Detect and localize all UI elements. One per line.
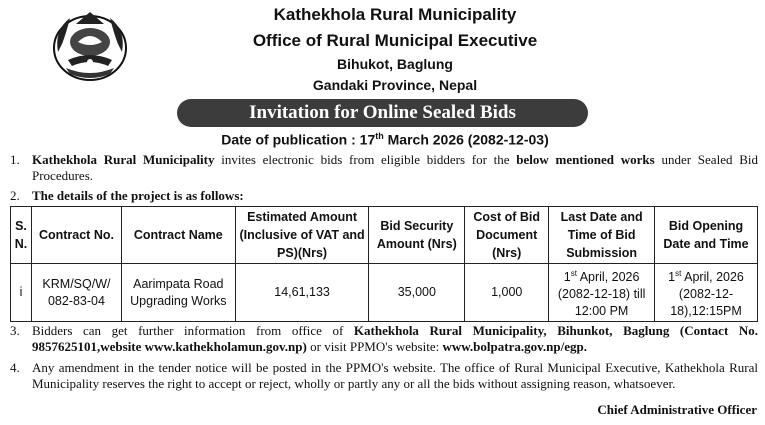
publication-date: Date of publication : 17th March 2026 (2082-12-03) <box>221 131 549 148</box>
nepal-emblem-icon <box>48 8 132 86</box>
paragraph-3: 3. Bidders can get further information from office of Kathekhola Rural Municipality, Bihunkot, Baglung (Contact No. 9857625101,website www.kathekholamun.gov.np) or visit PPMO's website: www.bolpatra.gov.np/egp. <box>10 323 758 354</box>
table-header-row <box>11 207 758 264</box>
header-opening-date: Bid Opening Date and Time <box>655 207 758 264</box>
table-row <box>11 264 758 322</box>
office-name: Office of Rural Municipal Executive <box>252 31 538 50</box>
cell-submission: 1st April, 2026 (2082-12-18) till 12:00 PM <box>549 264 655 322</box>
header-bid-security: Bid Security Amount (Nrs) <box>369 207 465 264</box>
cell-contract-no: KRM/SQ/W/ 082-83-04 <box>31 264 121 322</box>
header-contract-no: Contract No. <box>31 207 121 264</box>
header-sn: S. N. <box>11 207 32 264</box>
address-line-2: Gandaki Province, Nepal <box>312 77 478 93</box>
cell-contract-name: Aarimpata Road Upgrading Works <box>121 264 235 322</box>
paragraph-1: 1. Kathekhola Rural Municipality invites electronic bids from eligible bidders for the below mentioned works under Sealed Bid Procedures. <box>10 152 758 183</box>
address-line-1: Bihukot, Baglung <box>337 56 453 72</box>
paragraph-4: 4. Any amendment in the tender notice will be posted in the PPMO's website. The office of Rural Municipal Executive, Kathekhola Rural Municipality reserves the right to accept or reject, wholly or partly any or all the bids without assigning reason, whatsoever. <box>10 360 758 391</box>
header-contract-name: Contract Name <box>121 207 235 264</box>
cell-doc-cost: 1,000 <box>465 264 549 322</box>
cell-sn: i <box>11 264 32 322</box>
cell-opening: 1st April, 2026 (2082-12-18),12:15PM <box>655 264 758 322</box>
cell-estimated: 14,61,133 <box>235 264 369 322</box>
header-submission-date: Last Date and Time of Bid Submission <box>549 207 655 264</box>
paragraph-2: 2. The details of the project is as follows: <box>10 188 244 203</box>
signature-title: Chief Administrative Officer <box>597 402 757 417</box>
header-doc-cost: Cost of Bid Document (Nrs) <box>465 207 549 264</box>
bid-details-table <box>10 206 758 322</box>
cell-security: 35,000 <box>369 264 465 322</box>
header-estimated-amount: Estimated Amount (Inclusive of VAT and PS)(Nrs) <box>235 207 369 264</box>
municipality-name: Kathekhola Rural Municipality <box>273 5 517 24</box>
notice-title-banner: Invitation for Online Sealed Bids <box>177 99 588 127</box>
